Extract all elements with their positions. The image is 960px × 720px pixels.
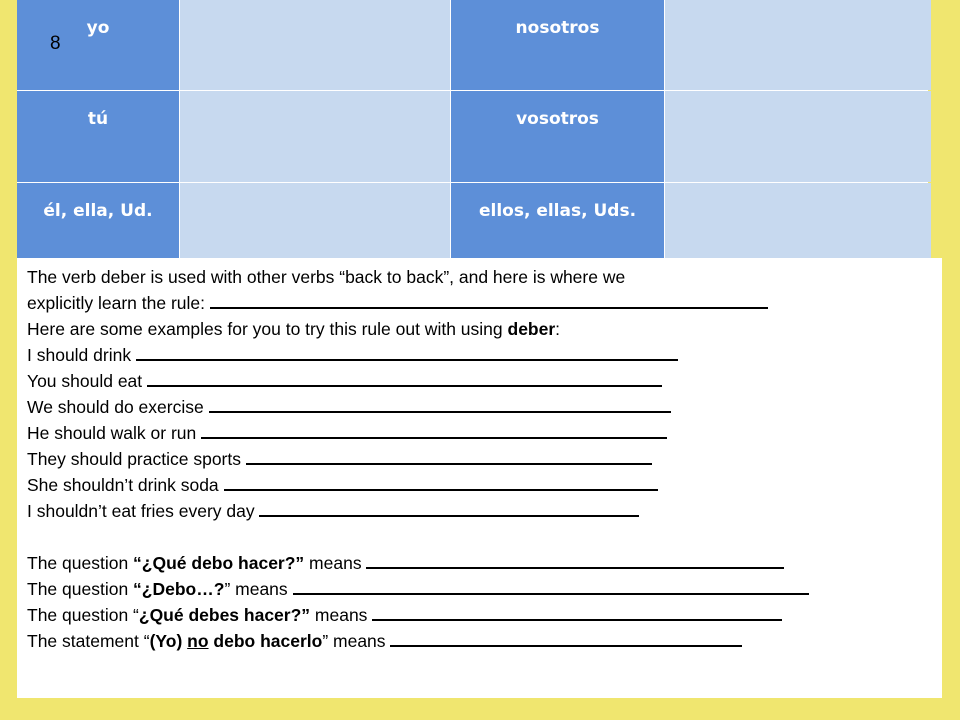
example-line <box>27 472 932 498</box>
question-answer-blank[interactable] <box>372 603 782 621</box>
question-answer-blank[interactable] <box>390 629 742 647</box>
question-line-1 <box>27 550 932 576</box>
pronoun-yo-cell <box>17 0 179 90</box>
example-line <box>27 368 932 394</box>
answer-cell-el[interactable] <box>180 183 450 264</box>
example-answer-blank[interactable] <box>224 473 658 491</box>
question-bold: “¿Debo…? <box>133 579 225 599</box>
example-line <box>27 498 932 524</box>
answer-cell-nosotros[interactable] <box>665 0 931 90</box>
intro-text-1: The verb deber is used with other verbs “back to back”, and here is where we <box>27 267 626 287</box>
pronoun-tu-cell <box>17 91 179 182</box>
example-answer-blank[interactable] <box>246 447 652 465</box>
example-line <box>27 394 932 420</box>
answer-cell-tu[interactable] <box>180 91 450 182</box>
example-answer-blank[interactable] <box>136 343 678 361</box>
conjugation-table <box>17 0 928 262</box>
example-answer-blank[interactable] <box>259 499 639 517</box>
question-line-3 <box>27 602 932 628</box>
spacer <box>27 524 932 550</box>
example-text: You should eat <box>27 371 148 391</box>
pronoun-nosotros-cell <box>451 0 664 90</box>
example-text: I shouldn’t eat fries every day <box>27 501 260 521</box>
question-bold: ¿Qué debes hacer?” <box>138 605 311 625</box>
example-answer-blank[interactable] <box>201 421 667 439</box>
question-text: means <box>304 553 367 573</box>
example-answer-blank[interactable] <box>147 369 662 387</box>
pronoun-tu: tú <box>87 109 109 129</box>
question-text: The question <box>27 579 134 599</box>
question-answer-blank[interactable] <box>293 577 809 595</box>
pronoun-vosotros: vosotros <box>516 109 599 129</box>
pronoun-ellos-cell <box>451 183 664 264</box>
instructions-textbox <box>17 258 942 698</box>
question-bold-underlined: no <box>187 631 209 651</box>
deber-bold: deber <box>507 319 556 339</box>
pronoun-el: él, ella, Ud. <box>43 201 153 221</box>
question-line-2 <box>27 576 932 602</box>
question-text: ” means <box>322 631 391 651</box>
pronoun-vosotros-cell <box>451 91 664 182</box>
answer-cell-vosotros[interactable] <box>665 91 931 182</box>
example-text: We should do exercise <box>27 397 209 417</box>
intro-line-3 <box>27 316 932 342</box>
intro-text-3-suffix: : <box>555 319 561 339</box>
intro-line-1 <box>27 264 932 290</box>
intro-text-2: explicitly learn the rule: <box>27 293 210 313</box>
example-line <box>27 342 932 368</box>
question-bold: debo hacerlo <box>208 631 323 651</box>
question-answer-blank[interactable] <box>366 551 784 569</box>
question-bold: “¿Qué debo hacer?” <box>133 553 305 573</box>
question-text: The statement “ <box>27 631 150 651</box>
example-text: They should practice sports <box>27 449 246 469</box>
rule-answer-blank[interactable] <box>210 291 768 309</box>
question-line-4 <box>27 628 932 654</box>
answer-cell-yo[interactable] <box>180 0 450 90</box>
pronoun-yo: yo <box>86 18 110 38</box>
example-answer-blank[interactable] <box>209 395 671 413</box>
pronoun-nosotros: nosotros <box>515 18 600 38</box>
question-text: The question <box>27 553 134 573</box>
question-text: means <box>310 605 373 625</box>
example-text: She shouldn’t drink soda <box>27 475 224 495</box>
question-bold: (Yo) <box>149 631 188 651</box>
pronoun-ellos: ellos, ellas, Uds. <box>478 201 637 221</box>
question-text: The question “ <box>27 605 139 625</box>
example-text: I should drink <box>27 345 136 365</box>
example-line <box>27 446 932 472</box>
question-text: ” means <box>224 579 293 599</box>
intro-line-2 <box>27 290 932 316</box>
answer-cell-ellos[interactable] <box>665 183 931 264</box>
example-line <box>27 420 932 446</box>
pronoun-el-cell <box>17 183 179 264</box>
intro-text-3: Here are some examples for you to try this rule out with using <box>27 319 508 339</box>
example-text: He should walk or run <box>27 423 202 443</box>
page-number: 8 <box>50 33 61 54</box>
